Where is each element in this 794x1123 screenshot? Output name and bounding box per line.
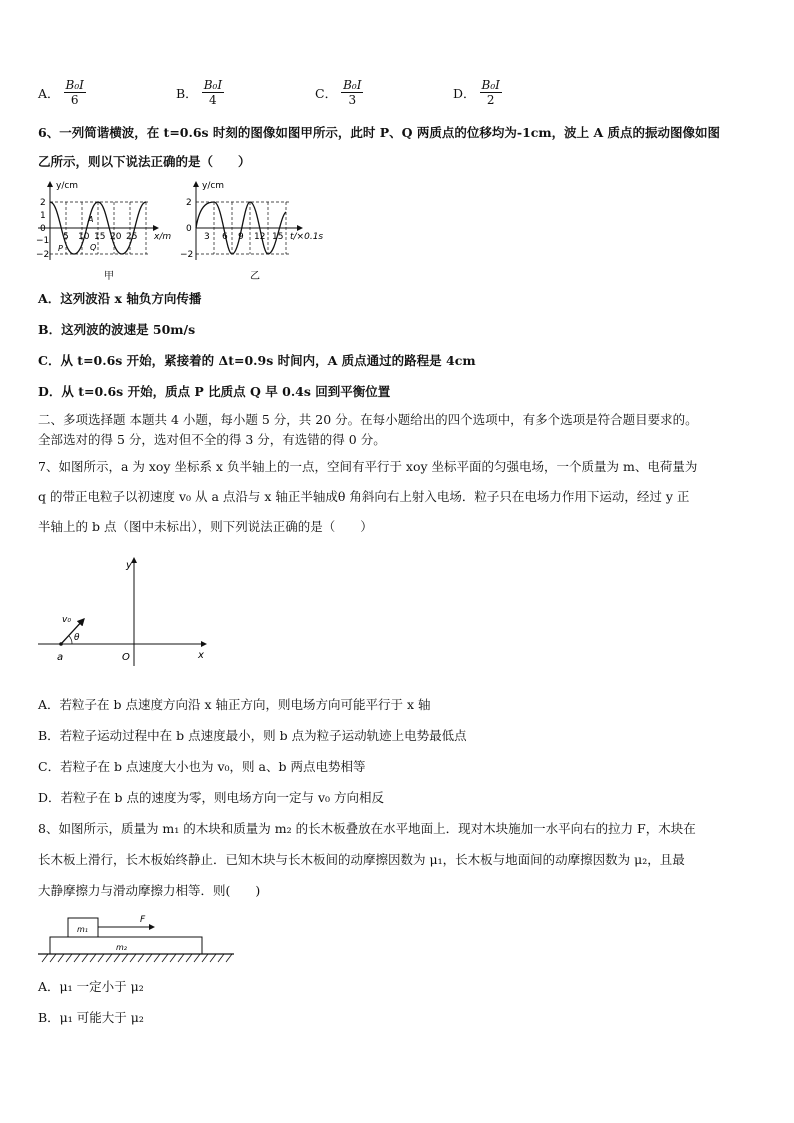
option-letter: C． [315,85,338,101]
x-axis-label: x/m [154,232,172,242]
q7-option-b: B．若粒子运动过程中在 b 点速度最小，则 b 点为粒子运动轨迹上电势最低点 [38,728,467,743]
q8-stem-line2: 长木板上滑行，长木板始终静止．已知木块与长木板间的动摩擦因数为 μ₁，长木板与地面间的动摩擦因数为 μ₂，且最 [38,852,685,867]
denominator: 3 [348,93,357,107]
x-tick: 9 [238,232,244,242]
x-tick: 3 [204,232,210,242]
x-axis-label: x [198,650,204,661]
q7-stem-line3: 半轴上的 b 点（图中未标出），则下列说法正确的是（ ） [38,519,373,534]
denominator: 2 [486,93,495,107]
q6-option-c: C．从 t=0.6s 开始，紧接着的 Δt=0.9s 时间内，A 质点通过的路程是 4cm [38,353,476,368]
q7-option-c: C．若粒子在 b 点速度大小也为 v₀，则 a、b 两点电势相等 [38,759,366,774]
q6-option-d: D．从 t=0.6s 开始，质点 P 比质点 Q 早 0.4s 回到平衡位置 [38,384,391,399]
x-tick: 15 [272,232,284,242]
q6-stem-line1: 6、一列简谐横波，在 t=0.6s 时刻的图像如图甲所示，此时 P、Q 两质点的位移均为-1cm，波上 A 质点的振动图像如图 [38,125,721,140]
section-2-heading-line1: 二、多项选择题 本题共 4 小题，每小题 5 分，共 20 分。在每小题给出的四个选项中，有多个选项是符合题目要求的。 [38,412,698,427]
q6-option-a: A．这列波沿 x 轴负方向传播 [38,291,202,306]
q5-option-a [38,78,86,107]
y-tick: 2 [186,198,192,208]
q5-option-b [176,78,224,107]
q8-option-a: A．μ₁ 一定小于 μ₂ [38,979,144,994]
x-tick: 25 [126,232,138,242]
q8-stem-line1: 8、如图所示，质量为 m₁ 的木块和质量为 m₂ 的长木板叠放在水平地面上．现对木块施加一水平向右的拉力 F，木块在 [38,821,696,836]
numerator: B₀I [203,78,223,92]
y-axis-label: y/cm [56,181,79,191]
q7-stem-line2: q 的带正电粒子以初速度 v₀ 从 a 点沿与 x 轴正半轴成θ 角斜向右上射入电场．粒子只在电场力作用下运动，经过 y 正 [38,489,690,504]
angle-label: θ [74,633,80,643]
q6-stem-line2: 乙所示，则以下说法正确的是（ ） [38,154,251,169]
y-tick: −2 [180,250,194,260]
y-tick: 0 [40,224,46,234]
y-tick: −1 [36,236,50,246]
x-tick: 15 [94,232,106,242]
point-label-q: Q [90,243,97,252]
origin-label: O [122,652,130,663]
figure-caption: 甲 [104,271,114,282]
y-tick: 0 [186,224,192,234]
block-label-m1: m₁ [77,925,88,934]
numerator: B₀I [343,78,362,92]
q8-stem-line3: 大静摩擦力与滑动摩擦力相等．则( ) [38,883,261,898]
q6-figure-yi [178,176,338,284]
fraction [202,78,224,107]
q7-figure [36,552,216,670]
x-tick: 12 [254,232,266,242]
option-letter: B． [176,85,198,101]
denominator: 4 [209,93,217,107]
q6-figure-jia [36,176,178,284]
q5-option-c [315,78,363,107]
board-label-m2: m₂ [116,943,127,952]
q7-option-a: A．若粒子在 b 点速度方向沿 x 轴正方向，则电场方向可能平行于 x 轴 [38,697,431,712]
fraction [341,78,363,107]
q7-option-d: D．若粒子在 b 点的速度为零，则电场方向一定与 v₀ 方向相反 [38,790,384,805]
option-letter: A． [38,85,60,101]
y-tick: −2 [36,250,50,260]
q8-option-b: B．μ₁ 可能大于 μ₂ [38,1010,144,1025]
option-letter: D． [453,85,476,101]
q8-figure [36,910,236,966]
x-tick: 20 [110,232,122,242]
x-tick: 5 [63,232,69,242]
point-a-label: a [57,652,64,663]
point-label-a: A [88,215,94,224]
force-label: F [140,915,146,925]
y-axis-label: y/cm [202,181,225,191]
point-label-p: P [58,244,63,253]
y-tick: 1 [40,211,46,221]
x-tick: 6 [222,232,228,242]
numerator: B₀I [65,78,84,92]
y-axis-label: y [126,560,132,571]
fraction [480,78,502,107]
q5-option-d [453,78,502,107]
q7-stem-line1: 7、如图所示，a 为 xoy 坐标系 x 负半轴上的一点，空间有平行于 xoy 坐标平面的匀强电场，一个质量为 m、电荷量为 [38,459,698,474]
section-2-heading-line2: 全部选对的得 5 分，选对但不全的得 3 分，有选错的得 0 分。 [38,432,386,447]
x-tick: 10 [78,232,90,242]
velocity-label: v₀ [62,615,71,625]
denominator: 6 [70,93,79,107]
figure-caption: 乙 [250,271,260,282]
fraction [64,78,86,107]
q6-option-b: B．这列波的波速是 50m/s [38,322,196,337]
x-axis-label: t/×0.1s [290,232,324,242]
y-tick: 2 [40,198,46,208]
numerator: B₀I [481,78,500,92]
